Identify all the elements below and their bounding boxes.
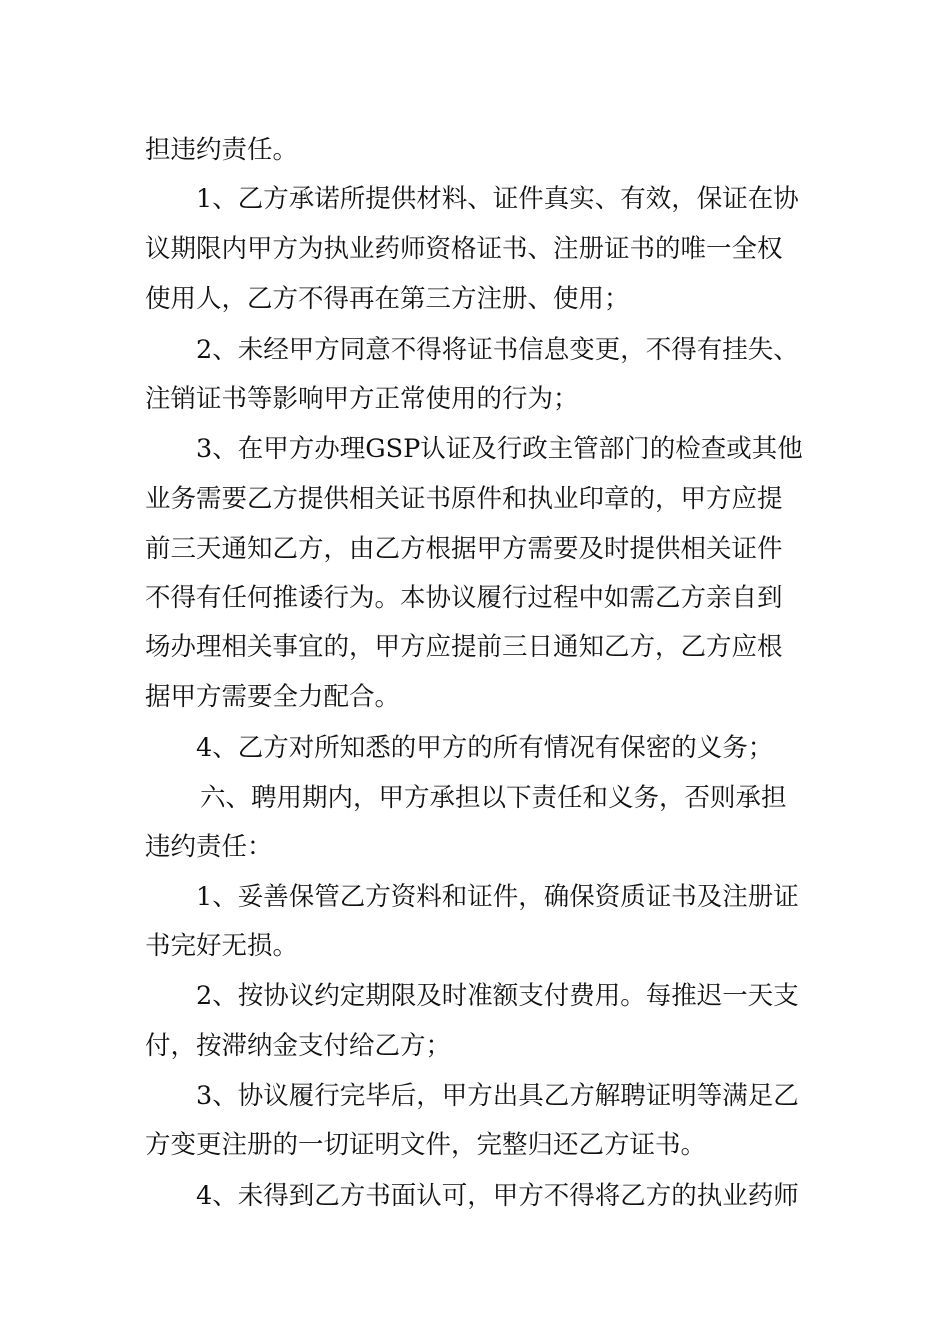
- text-line: 1、乙方承诺所提供材料、证件真实、有效，保证在协: [196, 184, 799, 214]
- text-line: 付，按滞纳金支付给乙方；: [145, 1031, 452, 1061]
- text-line: 据甲方需要全力配合。: [145, 682, 401, 712]
- text-line: 担违约责任。: [145, 135, 299, 165]
- text-line: 不得有任何推诿行为。本协议履行过程中如需乙方亲自到: [145, 583, 783, 613]
- text-line: 方变更注册的一切证明文件，完整归还乙方证书。: [145, 1130, 707, 1160]
- text-line: 六、聘用期内，甲方承担以下责任和义务，否则承担: [200, 783, 787, 813]
- text-line: 使用人，乙方不得再在第三方注册、使用；: [145, 284, 630, 314]
- text-line: 4、乙方对所知悉的甲方的所有情况有保密的义务；: [196, 733, 774, 763]
- text-line: 前三天通知乙方，由乙方根据甲方需要及时提供相关证件: [145, 534, 783, 564]
- text-line: 书完好无损。: [145, 931, 299, 961]
- text-line: 2、未经甲方同意不得将证书信息变更，不得有挂失、: [196, 335, 799, 365]
- text-line: 3、在甲方办理GSP认证及行政主管部门的检查或其他: [196, 434, 803, 464]
- text-line: 注销证书等影响甲方正常使用的行为；: [145, 384, 579, 414]
- text-line: 场办理相关事宜的，甲方应提前三日通知乙方，乙方应根: [145, 632, 783, 662]
- text-line: 4、未得到乙方书面认可，甲方不得将乙方的执业药师: [196, 1181, 799, 1211]
- text-line: 违约责任：: [145, 832, 273, 862]
- text-line: 1、妥善保管乙方资料和证件，确保资质证书及注册证: [196, 882, 799, 912]
- text-line: 业务需要乙方提供相关证书原件和执业印章的，甲方应提: [145, 484, 783, 514]
- text-line: 3、协议履行完毕后，甲方出具乙方解聘证明等满足乙: [196, 1081, 799, 1111]
- text-line: 议期限内甲方为执业药师资格证书、注册证书的唯一全权: [145, 234, 783, 264]
- text-line: 2、按协议约定期限及时准额支付费用。每推迟一天支: [196, 981, 799, 1011]
